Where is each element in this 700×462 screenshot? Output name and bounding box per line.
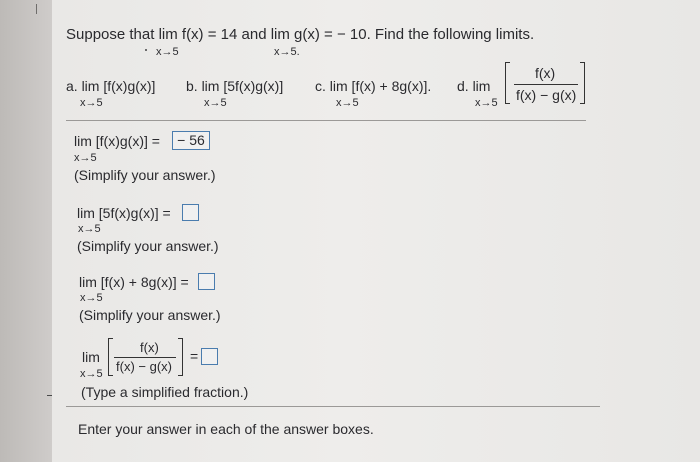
answer-a-input[interactable]: − 56 (172, 131, 210, 150)
answer-d-fraction-line (114, 357, 176, 358)
divider-bottom (66, 406, 600, 407)
answer-a-sub: x→5 (74, 152, 97, 164)
statement-sub-1: x→5 (156, 46, 179, 58)
part-d-right-bracket (580, 62, 585, 104)
answer-d-left-bracket (108, 338, 113, 376)
answer-d-input[interactable] (201, 348, 218, 365)
answer-d-right-bracket (178, 338, 183, 376)
answer-d-sub: x→5 (80, 368, 103, 380)
part-d-fraction-line (514, 84, 578, 85)
stray-dot (145, 49, 147, 51)
part-a-sub: x→5 (80, 97, 103, 109)
answer-c-sub: x→5 (80, 292, 103, 304)
problem-statement: Suppose that lim f(x) = 14 and lim g(x) = − 10. Find the following limits. (66, 26, 535, 43)
part-c-sub: x→5 (336, 97, 359, 109)
part-d-sub: x→5 (475, 97, 498, 109)
part-d-denominator: f(x) − g(x) (516, 87, 577, 103)
statement-sub-2: x→5. (274, 46, 300, 58)
part-b-label: b. lim [5f(x)g(x)] (186, 78, 284, 94)
answer-a-hint: (Simplify your answer.) (74, 167, 216, 183)
part-d-numerator: f(x) (535, 65, 556, 81)
answer-c-input[interactable] (198, 273, 215, 290)
gutter-mark (36, 4, 37, 14)
answer-c-hint: (Simplify your answer.) (79, 307, 221, 323)
answer-b-sub: x→5 (78, 223, 101, 235)
answer-c-expression: lim [f(x) + 8g(x)] = (79, 274, 189, 290)
answer-d-numerator: f(x) (140, 340, 159, 355)
answer-b-hint: (Simplify your answer.) (77, 238, 219, 254)
answer-d-expression: lim (82, 349, 100, 365)
answer-d-equals: = (190, 348, 199, 364)
part-a-label: a. lim [f(x)g(x)] (66, 78, 156, 94)
footer-instruction: Enter your answer in each of the answer boxes. (78, 421, 374, 437)
left-gutter (0, 0, 52, 462)
answer-a-expression: lim [f(x)g(x)] = (74, 133, 160, 149)
part-c-label: c. lim [f(x) + 8g(x)]. (315, 78, 432, 94)
answer-d-hint: (Type a simplified fraction.) (81, 384, 249, 400)
divider-top (66, 120, 586, 121)
part-d-left-bracket (505, 62, 510, 104)
answer-b-input[interactable] (182, 204, 199, 221)
answer-b-expression: lim [5f(x)g(x)] = (77, 205, 171, 221)
part-b-sub: x→5 (204, 97, 227, 109)
answer-d-denominator: f(x) − g(x) (116, 359, 172, 374)
part-d-label: d. lim (457, 78, 491, 94)
